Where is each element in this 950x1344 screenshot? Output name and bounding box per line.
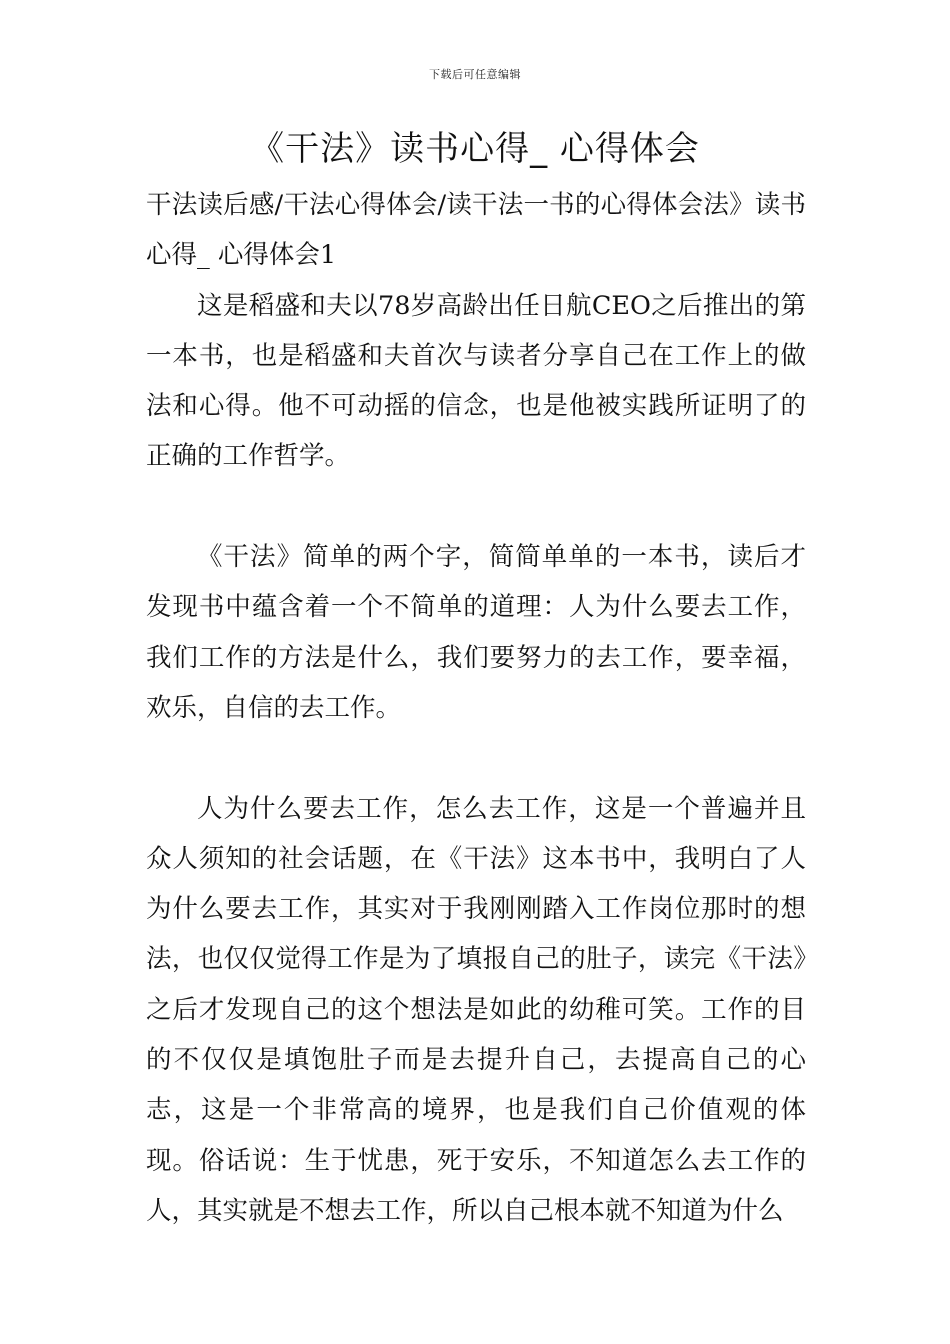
paragraph-2: 《干法》简单的两个字，简简单单的一本书，读后才发现书中蕴含着一个不简单的道理：人为什么要去工作，我们工作的方法是什么，我们要努力的去工作，要幸福，欢乐，自信的去工作。	[146, 542, 806, 723]
document-subtitle: 干法读后感/干法心得体会/读干法一书的心得体会法》读书心得_ 心得体会1	[146, 190, 806, 271]
header-note: 下载后可任意编辑	[429, 68, 521, 81]
document-title: 《干法》读书心得_ 心得体会	[250, 129, 700, 169]
paragraph-gap	[146, 482, 806, 532]
document-body	[146, 180, 806, 1236]
paragraph-gap	[146, 733, 806, 783]
paragraph-1: 这是稻盛和夫以78岁高龄出任日航CEO之后推出的第一本书，也是稻盛和夫首次与读者分享自己在工作上的做法和心得。他不可动摇的信念，也是他被实践所证明了的正确的工作哲学。	[146, 290, 806, 472]
paragraph-3: 人为什么要去工作，怎么去工作，这是一个普遍并且众人须知的社会话题，在《干法》这本书中，我明白了人为什么要去工作，其实对于我刚刚踏入工作岗位那时的想法，也仅仅觉得工作是为了填报自己的肚子，读完《干法》之后才发现自己的这个想法是如此的幼稚可笑。工作的目的不仅仅是填饱肚子而是去提升自己，去提高自己的心志，这是一个非常高的境界，也是我们自己价值观的体现。俗话说：生于忧患，死于安乐，不知道怎么去工作的人，其实就是不想去工作，所以自己根本就不知道为什么	[146, 793, 806, 1226]
